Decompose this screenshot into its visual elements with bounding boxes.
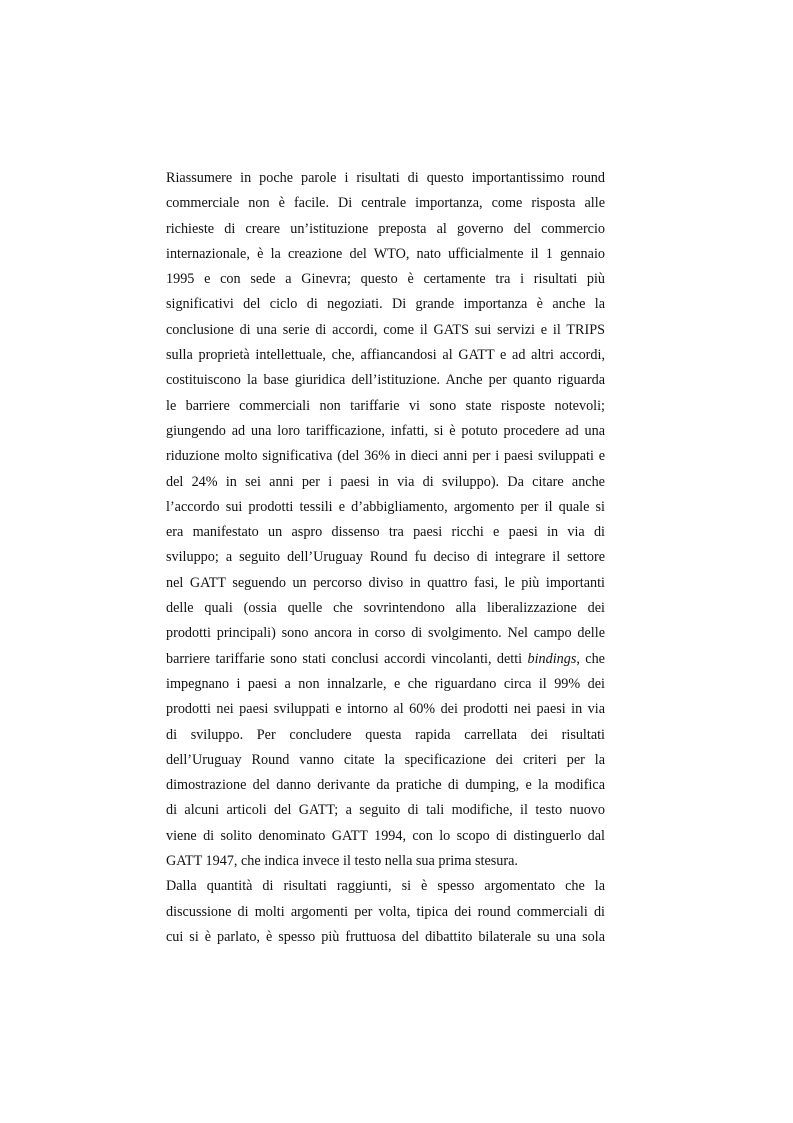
text-line: costituiscono la base giuridica dell’istituzione. Anche per quanto riguarda xyxy=(166,372,605,389)
text-line: sulla proprietà intellettuale, che, affiancandosi al GATT e ad altri accordi, xyxy=(166,347,605,364)
text-line: le barriere commerciali non tariffarie vi sono state risposte notevoli; xyxy=(166,397,605,414)
text-line: 1995 e con sede a Ginevra; questo è certamente tra i risultati più xyxy=(166,271,605,288)
text-line: significativi del ciclo di negoziati. Di grande importanza è anche la xyxy=(166,296,605,313)
text-line: di alcuni articoli del GATT; a seguito di tali modifiche, il testo nuovo xyxy=(166,802,605,819)
text-line: sviluppo; a seguito dell’Uruguay Round fu deciso di integrare il settore xyxy=(166,549,605,566)
text-line: Riassumere in poche parole i risultati di questo importantissimo round xyxy=(166,170,605,186)
emphasized-term: bindings xyxy=(527,650,577,667)
paragraph-1 xyxy=(166,166,605,874)
text-line: prodotti principali) sono ancora in corso di svolgimento. Nel campo delle xyxy=(166,625,605,642)
text-line: discussione di molti argomenti per volta, tipica dei round commerciali di xyxy=(166,903,605,920)
text-line: dell’Uruguay Round vanno citate la specificazione dei criteri per la xyxy=(166,751,605,768)
text-line: delle quali (ossia quelle che sovrintendono alla liberalizzazione dei xyxy=(166,600,605,617)
text-line: prodotti nei paesi sviluppati e intorno al 60% dei prodotti nei paesi in via xyxy=(166,701,605,718)
text-line: impegnano i paesi a non innalzarle, e che riguardano circa il 99% dei xyxy=(166,675,605,692)
text-line: nel GATT seguendo un percorso diviso in quattro fasi, le più importanti xyxy=(166,574,605,591)
text-line: conclusione di una serie di accordi, come il GATS sui servizi e il TRIPS xyxy=(166,321,605,338)
text-fragment: , che xyxy=(576,650,605,667)
text-line: viene di solito denominato GATT 1994, con lo scopo di distinguerlo dal xyxy=(166,827,605,844)
text-fragment: barriere tariffarie sono stati conclusi accordi vincolanti, detti xyxy=(166,650,528,667)
text-line: riduzione molto significativa (del 36% in dieci anni per i paesi sviluppati e xyxy=(166,448,605,465)
text-line: richieste di creare un’istituzione preposta al governo del commercio xyxy=(166,220,605,237)
text-line: Dalla quantità di risultati raggiunti, si è spesso argomentato che la xyxy=(166,878,605,895)
text-line: GATT 1947, che indica invece il testo nella sua prima stesura. xyxy=(166,853,518,870)
text-line-with-emphasis xyxy=(166,647,605,672)
text-line: internazionale, è la creazione del WTO, nato ufficialmente il 1 gennaio xyxy=(166,245,605,262)
body-text xyxy=(166,166,605,950)
text-line: commerciale non è facile. Di centrale importanza, come risposta alle xyxy=(166,195,605,212)
text-line: di sviluppo. Per concludere questa rapida carrellata dei risultati xyxy=(166,726,605,743)
text-line: era manifestato un aspro dissenso tra paesi ricchi e paesi in via di xyxy=(166,524,605,541)
text-line: del 24% in sei anni per i paesi in via di sviluppo). Da citare anche xyxy=(166,473,605,490)
paragraph-2 xyxy=(166,874,605,950)
text-line: giungendo ad una loro tarifficazione, infatti, si è potuto procedere ad una xyxy=(166,422,605,439)
text-line: dimostrazione del danno derivante da pratiche di dumping, e la modifica xyxy=(166,777,605,794)
text-line: l’accordo sui prodotti tessili e d’abbigliamento, argomento per il quale si xyxy=(166,498,605,515)
text-line: cui si è parlato, è spesso più fruttuosa del dibattito bilaterale su una sola xyxy=(166,928,605,945)
